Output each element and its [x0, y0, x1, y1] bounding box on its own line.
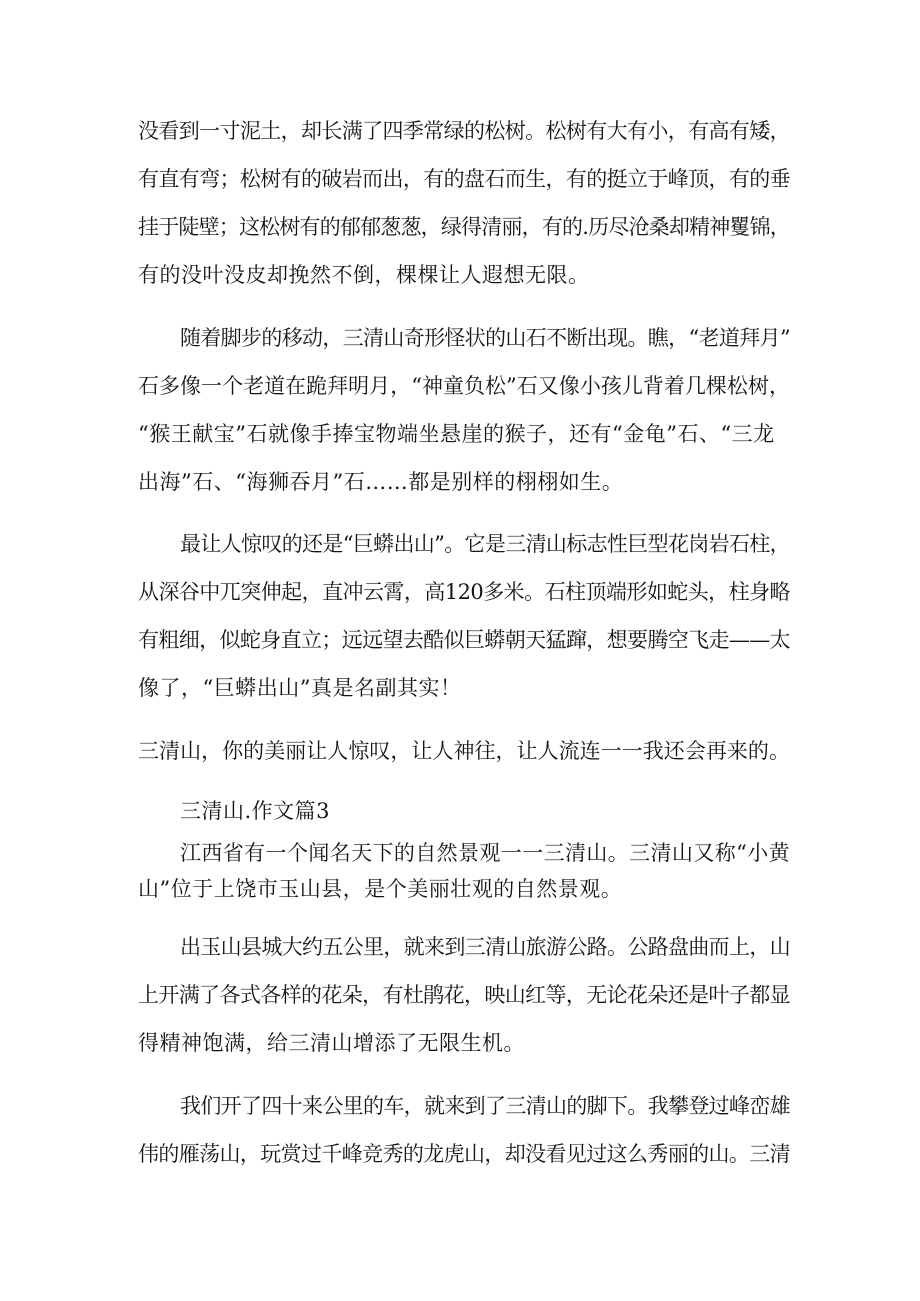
document-page: 没看到一寸泥土，却长满了四季常绿的松树。松树有大有小，有高有矮， 有直有弯；松树有的破岩而出，有的盘石而生，有的挺立于峰顶，有的垂 挂于陡壁；这松树有的郁郁葱葱，绿得清丽，有的.历尽沧桑却精神矍锦， 有的没叶没皮却挽然不倒，棵棵让人遐想无限。 随着脚步的移动，三清山奇形怪状的山石不断出现。瞧，“老道拜月” 石多像一个老道在跪拜明月，“神童负松”石又像小孩儿背着几棵松树， “猴王献宝”石就像手捧宝物端坐悬崖的猴子，还有“金龟”石、“三龙 出海”石、“海狮吞月”石……都是别样的栩栩如生。 最让人惊叹的还是“巨蟒出山”。它是三清山标志性巨型花岗岩石柱， 从深谷中兀突伸起，直冲云霄，高120多米。石柱顶端形如蛇头，柱身略 有粗细，似蛇身直立；远远望去酷似巨蟒朝天猛蹿，想要腾空飞走——太 像了，“巨蟒出山”真是名副其实！ 三清山，你的美丽让人惊叹，让人神往，让人流连一一我还会再来的。 三清山.作文篇3 江西省有一个闻名天下的自然景观一一三清山。三清山又称“小黄 山”位于上饶市玉山县，是个美丽壮观的自然景观。 出玉山县城大约五公里，就来到三清山旅游公路。公路盘曲而上，山 上开满了各式各样的花朵，有杜鹃花，映山红等，无论花朵还是叶子都显 得精神饱满，给三清山增添了无限生机。 我们开了四十来公里的车，就来到了三清山的脚下。我攀登过峰峦雄 伟的雁荡山，玩赏过千峰竞秀的龙虎山，却没看见过这么秀丽的山。三清	[138, 119, 790, 1166]
